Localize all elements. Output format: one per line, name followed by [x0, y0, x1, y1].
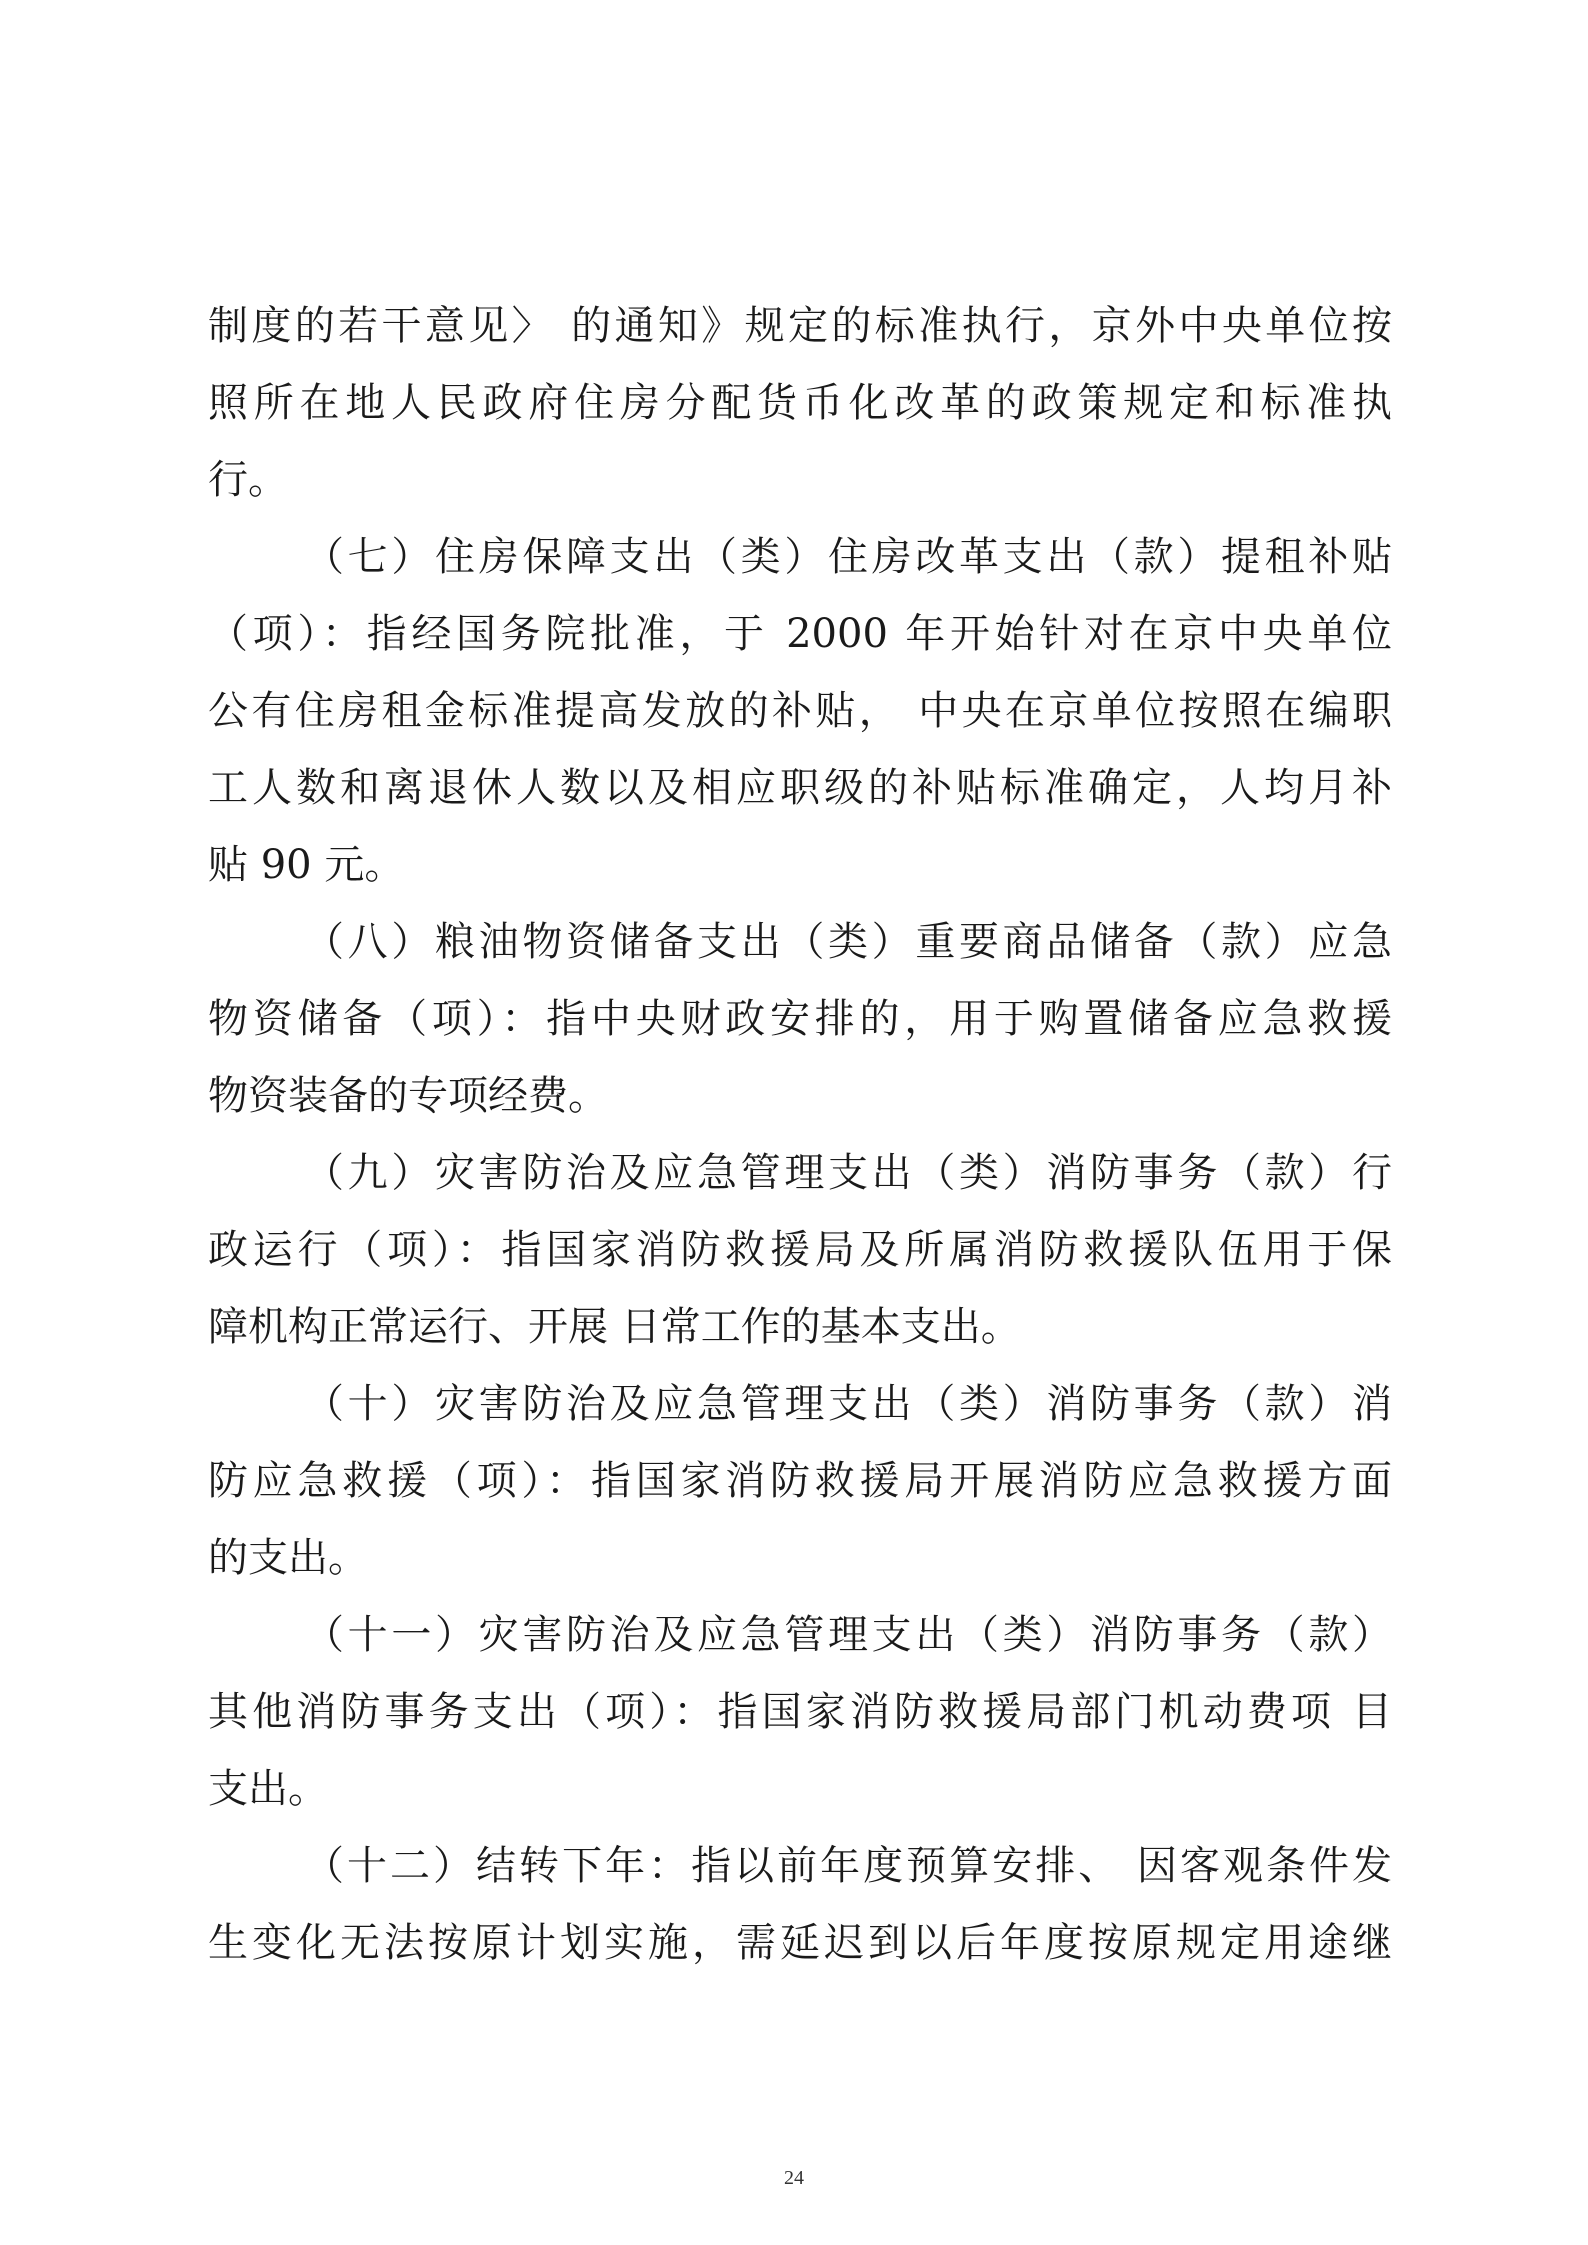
text-line: （七）住房保障支出（类）住房改革支出（款）提租补贴 [304, 534, 1392, 580]
page-number: 24 [784, 2167, 804, 2189]
text-line: （十二）结转下年：指以前年度预算安排、 因客观条件发 [304, 1843, 1392, 1889]
text-line: （十一）灾害防治及应急管理支出（类）消防事务（款） [304, 1612, 1392, 1658]
text-line: 公有住房租金标准提高发放的补贴， 中央在京单位按照在编职 [208, 688, 1392, 734]
text-line: 防应急救援（项）：指国家消防救援局开展消防应急救援方面 [208, 1458, 1392, 1504]
text-line: 障机构正常运行、开展 日常工作的基本支出。 [208, 1304, 1021, 1350]
text-line: 其他消防事务支出（项）：指国家消防救援局部门机动费项 目 [208, 1689, 1392, 1735]
text-line: 支出。 [208, 1766, 328, 1812]
text-line: 照所在地人民政府住房分配货币化改革的政策规定和标准执 [208, 380, 1392, 426]
text-line: 贴 90 元。 [208, 842, 405, 888]
text-line: （十）灾害防治及应急管理支出（类）消防事务（款）消 [304, 1381, 1392, 1427]
text-line: （项）：指经国务院批准，于 2000 年开始针对在京中央单位 [208, 611, 1392, 657]
text-line: 物资储备（项）：指中央财政安排的，用于购置储备应急救援 [208, 996, 1392, 1042]
text-line: 物资装备的专项经费。 [208, 1073, 608, 1119]
text-line: （八）粮油物资储备支出（类）重要商品储备（款）应急 [304, 919, 1392, 965]
text-line: 的支出。 [208, 1535, 368, 1581]
text-line: 行。 [208, 457, 288, 503]
text-line: 工人数和离退休人数以及相应职级的补贴标准确定，人均月补 [208, 765, 1392, 811]
text-line: 生变化无法按原计划实施，需延迟到以后年度按原规定用途继 [208, 1920, 1392, 1966]
text-line: 制度的若干意见〉 的通知》规定的标准执行，京外中央单位按 [208, 303, 1392, 349]
text-line: 政运行（项）：指国家消防救援局及所属消防救援队伍用于保 [208, 1227, 1392, 1273]
text-line: （九）灾害防治及应急管理支出（类）消防事务（款）行 [304, 1150, 1392, 1196]
